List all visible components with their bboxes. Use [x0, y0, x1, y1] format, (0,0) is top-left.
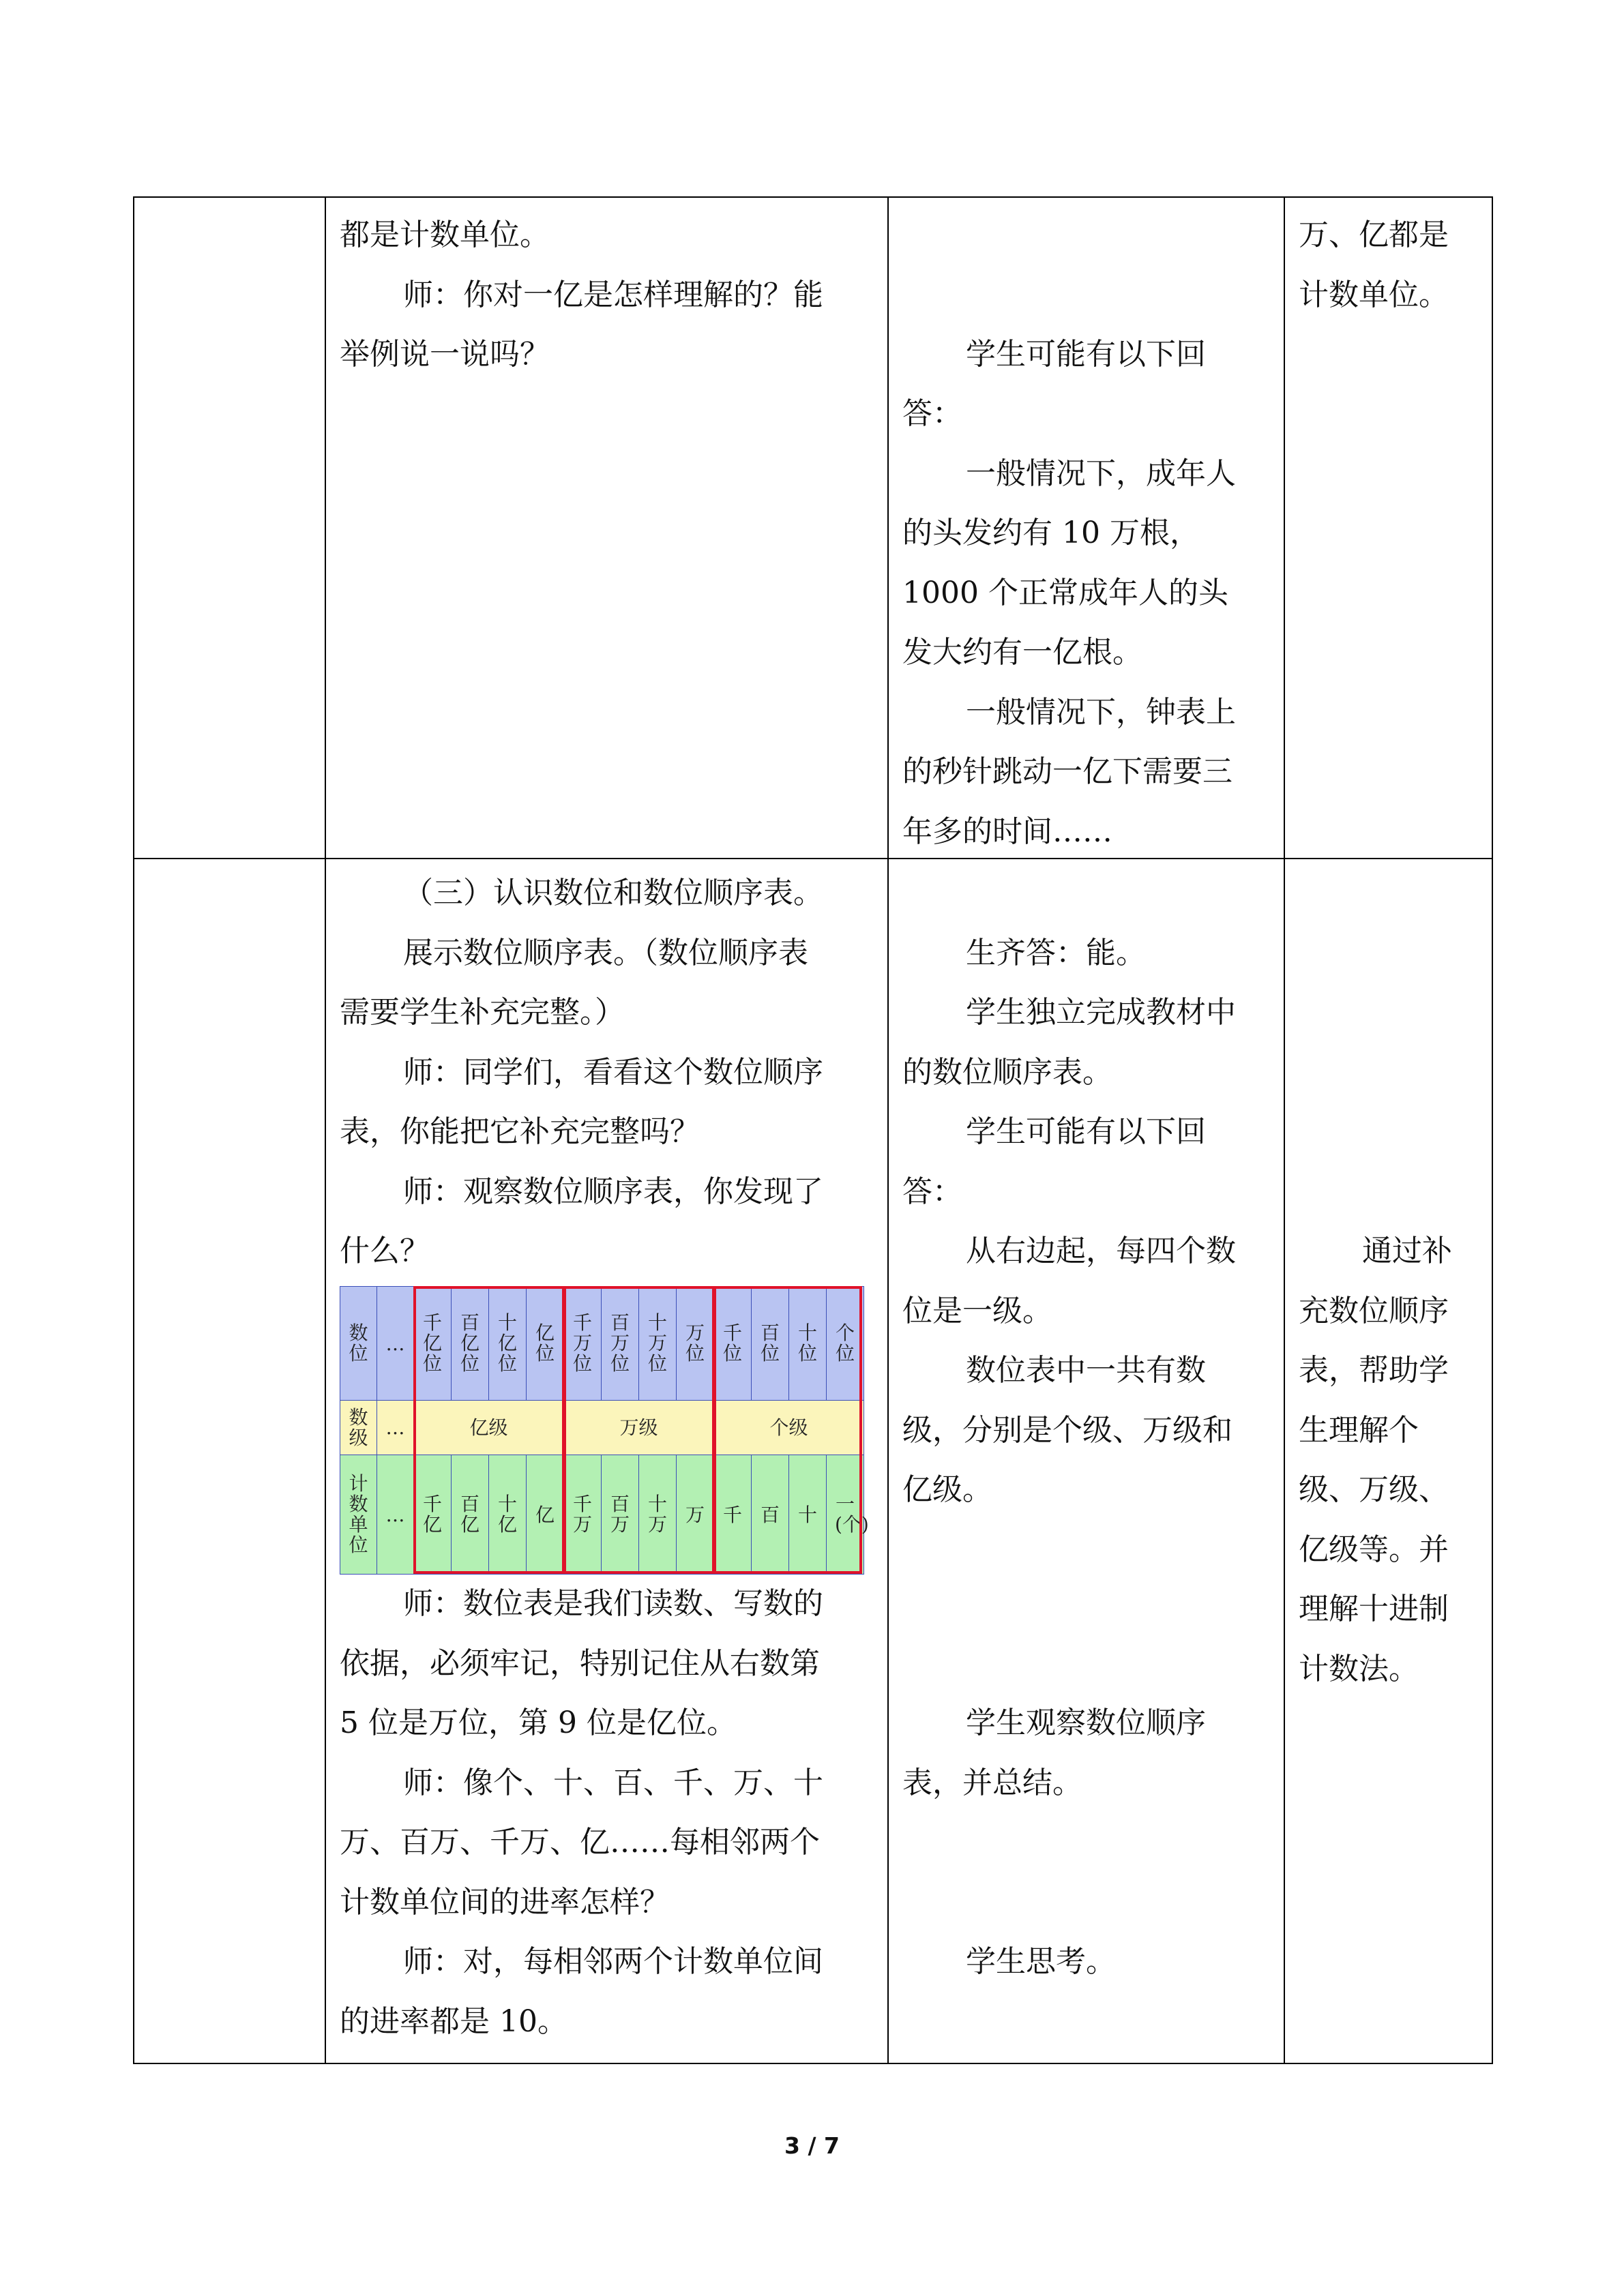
text-line: 展示数位顺序表。（数位顺序表	[403, 936, 808, 970]
place-cell: 十位	[789, 1287, 827, 1401]
unit-cell: 千亿	[414, 1455, 452, 1575]
text-line: 5 位是万位，第 9 位是亿位。	[340, 1705, 737, 1740]
level-cell: 个级	[714, 1401, 864, 1455]
unit-cell: 十亿	[489, 1455, 527, 1575]
yi-level-group-outline	[413, 1286, 565, 1574]
place-cell: 万位	[677, 1287, 714, 1401]
text-line: 通过补	[1362, 1234, 1452, 1268]
cell-stage	[134, 859, 325, 2063]
text-line: 学生可能有以下回	[966, 337, 1206, 372]
text-line: 年多的时间……	[902, 814, 1112, 849]
place-cell: 百亿位	[452, 1287, 489, 1401]
text-line: 表，帮助学	[1299, 1353, 1449, 1388]
text-line: 学生观察数位顺序	[966, 1705, 1206, 1740]
table-row	[134, 197, 1492, 859]
text-line: 计数法。	[1299, 1652, 1419, 1686]
place-cell: 亿位	[527, 1287, 564, 1401]
text-line: 表，并总结。	[902, 1765, 1082, 1800]
text-line: 万、百万、千万、亿……每相邻两个	[340, 1825, 820, 1860]
place-cell: 百位	[752, 1287, 789, 1401]
place-cell: 千位	[714, 1287, 752, 1401]
text-line: 师：观察数位顺序表，你发现了	[403, 1174, 823, 1209]
text-line: 举例说一说吗？	[340, 337, 550, 372]
cell-design-intent	[1284, 197, 1492, 859]
text-line: 答：	[902, 396, 962, 431]
place-cell: 千亿位	[414, 1287, 452, 1401]
unit-cell: 十万	[639, 1455, 677, 1575]
unit-cell: 百	[752, 1455, 789, 1575]
ellipsis-cell: …	[377, 1401, 414, 1455]
text-line: 亿级等。并	[1299, 1532, 1449, 1567]
cell-stage	[134, 197, 325, 859]
page-number: 3 / 7	[784, 2132, 840, 2159]
place-cell: 千万位	[564, 1287, 602, 1401]
ge-level-group-outline	[713, 1286, 862, 1574]
text-line: 充数位顺序	[1299, 1294, 1449, 1328]
text-line: 位是一级。	[902, 1294, 1052, 1328]
unit-cell: 千	[714, 1455, 752, 1575]
text-line: 师：像个、十、百、千、万、十	[403, 1765, 823, 1800]
text-line: 生齐答：能。	[966, 936, 1146, 970]
level-cell: 亿级	[414, 1401, 564, 1455]
row-label-level: 数级	[340, 1401, 377, 1455]
level-cell: 万级	[564, 1401, 714, 1455]
text-line: 发大约有一亿根。	[902, 635, 1142, 670]
text-line: 级、万级、	[1299, 1472, 1449, 1507]
unit-cell: 千万	[564, 1455, 602, 1575]
text-line: 师：你对一亿是怎样理解的？能	[403, 278, 823, 312]
text-line: （三）认识数位和数位顺序表。	[403, 876, 823, 910]
place-cell: 个位	[827, 1287, 864, 1401]
unit-cell: 万	[677, 1455, 714, 1575]
text-line: 什么？	[340, 1234, 430, 1268]
place-cell: 十亿位	[489, 1287, 527, 1401]
text-line: 计数单位。	[1299, 278, 1449, 312]
cell-teacher-activity	[325, 197, 888, 859]
ellipsis-cell: …	[377, 1455, 414, 1575]
place-cell: 百万位	[602, 1287, 639, 1401]
text-line: 的数位顺序表。	[902, 1055, 1112, 1090]
ellipsis-cell: …	[377, 1287, 414, 1401]
lesson-plan-table	[133, 196, 1493, 2064]
row-label-unit: 计数单位	[340, 1455, 377, 1575]
text-line: 从右边起，每四个数	[966, 1234, 1236, 1268]
cell-design-intent	[1284, 859, 1492, 2063]
cell-student-activity	[888, 859, 1284, 2063]
unit-cell: 百亿	[452, 1455, 489, 1575]
text-line: 计数单位间的进率怎样？	[340, 1885, 670, 1920]
text-line: 1000 个正常成年人的头	[902, 576, 1228, 610]
text-line: 的秒针跳动一亿下需要三	[902, 754, 1232, 789]
text-line: 师：数位表是我们读数、写数的	[403, 1586, 823, 1621]
text-line: 学生思考。	[966, 1944, 1116, 1979]
text-line: 师：对，每相邻两个计数单位间	[403, 1944, 823, 1979]
text-line: 一般情况下，成年人	[966, 456, 1236, 491]
text-line: 答：	[902, 1174, 962, 1209]
place-cell: 十万位	[639, 1287, 677, 1401]
text-line: 学生独立完成教材中	[966, 995, 1236, 1030]
text-line: 的头发约有 10 万根，	[902, 516, 1200, 550]
text-line: 亿级。	[902, 1472, 992, 1507]
row-label-place: 数位	[340, 1287, 377, 1401]
text-line: 依据，必须牢记，特别记住从右数第	[340, 1646, 820, 1681]
wan-level-group-outline	[563, 1286, 715, 1574]
text-line: 一般情况下，钟表上	[966, 695, 1236, 730]
text-line: 表，你能把它补充完整吗？	[340, 1114, 700, 1149]
text-line: 生理解个	[1299, 1413, 1419, 1448]
text-line: 的进率都是 10。	[340, 2004, 567, 2039]
cell-student-activity	[888, 197, 1284, 859]
text-line: 万、亿都是	[1299, 218, 1449, 252]
text-line: 师：同学们，看看这个数位顺序	[403, 1055, 823, 1090]
unit-cell: 十	[789, 1455, 827, 1575]
text-line: 需要学生补充完整。）	[340, 995, 625, 1030]
text-line: 理解十进制	[1299, 1592, 1449, 1626]
text-line: 数位表中一共有数	[966, 1353, 1206, 1388]
text-line: 级，分别是个级、万级和	[902, 1413, 1232, 1448]
unit-cell: 一(个)	[827, 1455, 864, 1575]
text-line: 学生可能有以下回	[966, 1114, 1206, 1149]
unit-cell: 亿	[527, 1455, 564, 1575]
unit-cell: 百万	[602, 1455, 639, 1575]
text-line: 都是计数单位。	[340, 218, 550, 252]
